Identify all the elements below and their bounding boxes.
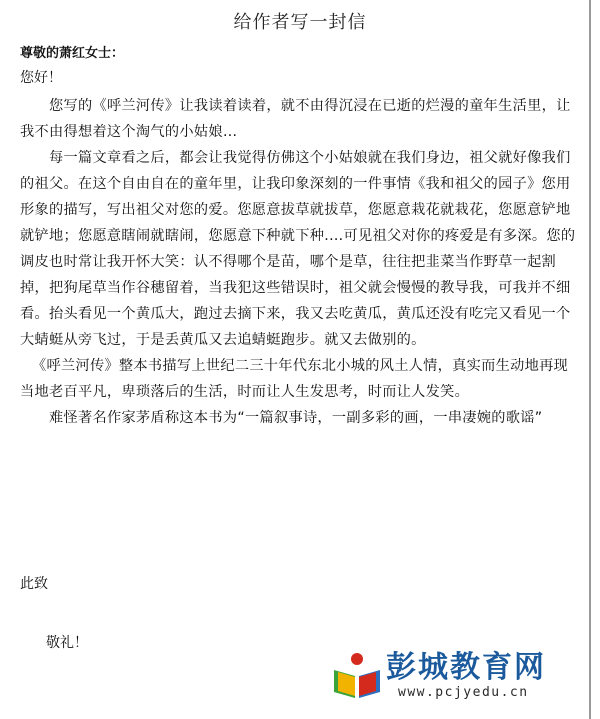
- watermark-logo: [330, 642, 596, 712]
- paragraph-3: 《呼兰河传》整本书描写上世纪二三十年代东北小城的风土人情，真实而生动地再现当地老百平凡，卑琐落后的生活，时而让人生发思考，时而让人发笑。: [20, 358, 569, 400]
- open-book-icon: [330, 648, 384, 702]
- letter-title: 给作者写一封信: [233, 12, 367, 33]
- letter-closing: 此致: [20, 576, 48, 592]
- watermark-url: www.pcjyedu.cn: [398, 685, 529, 700]
- paragraph-4: 难怪著名作家茅盾称这本书为“一篇叙事诗，一副多彩的画，一串凄婉的歌谣”: [49, 410, 543, 426]
- letter-greeting: 您好！: [20, 70, 62, 86]
- letter-body: [20, 93, 576, 431]
- letter-salutation: 尊敬的萧红女士：: [20, 46, 125, 61]
- paragraph-1: 您写的《呼兰河传》让我读着读着，就不由得沉浸在已逝的烂漫的童年生活里，让我不由得想着这个淘气的小姑娘…: [20, 98, 571, 140]
- watermark-name: 彭城教育网: [386, 650, 546, 685]
- paragraph-2: 每一篇文章看之后，都会让我觉得仿佛这个小姑娘就在我们身边，祖父就好像我们的祖父。在这个自由自在的童年里，让我印象深刻的一件事情《我和祖父的园子》您用形象的描写，写出祖父对您的爱。您愿意拔草就拔草，您愿意栽花就栽花，您愿意铲地就铲地；您愿意瞎闹就瞎闹，您愿意下种就下种.…可见祖父对你的疼爱是有多深。您的调皮也时常让我开怀大笑：认不得哪个是苗，哪个是草，往往把韭菜当作野草一起割掉，把狗尾草当作谷穗留着，当我犯这些错误时，祖父就会慢慢的教导我，可我并不细看。抬头看见一个黄瓜大，跑过去摘下来，我又去吃黄瓜，黄瓜还没有吃完又看见一个大蜻蜓从旁飞过，于是丢黄瓜又去追蜻蜓跑步。就又去做别的。: [20, 150, 576, 348]
- page-edge-rule: [589, 0, 591, 719]
- letter-regards: 敬礼！: [46, 635, 88, 651]
